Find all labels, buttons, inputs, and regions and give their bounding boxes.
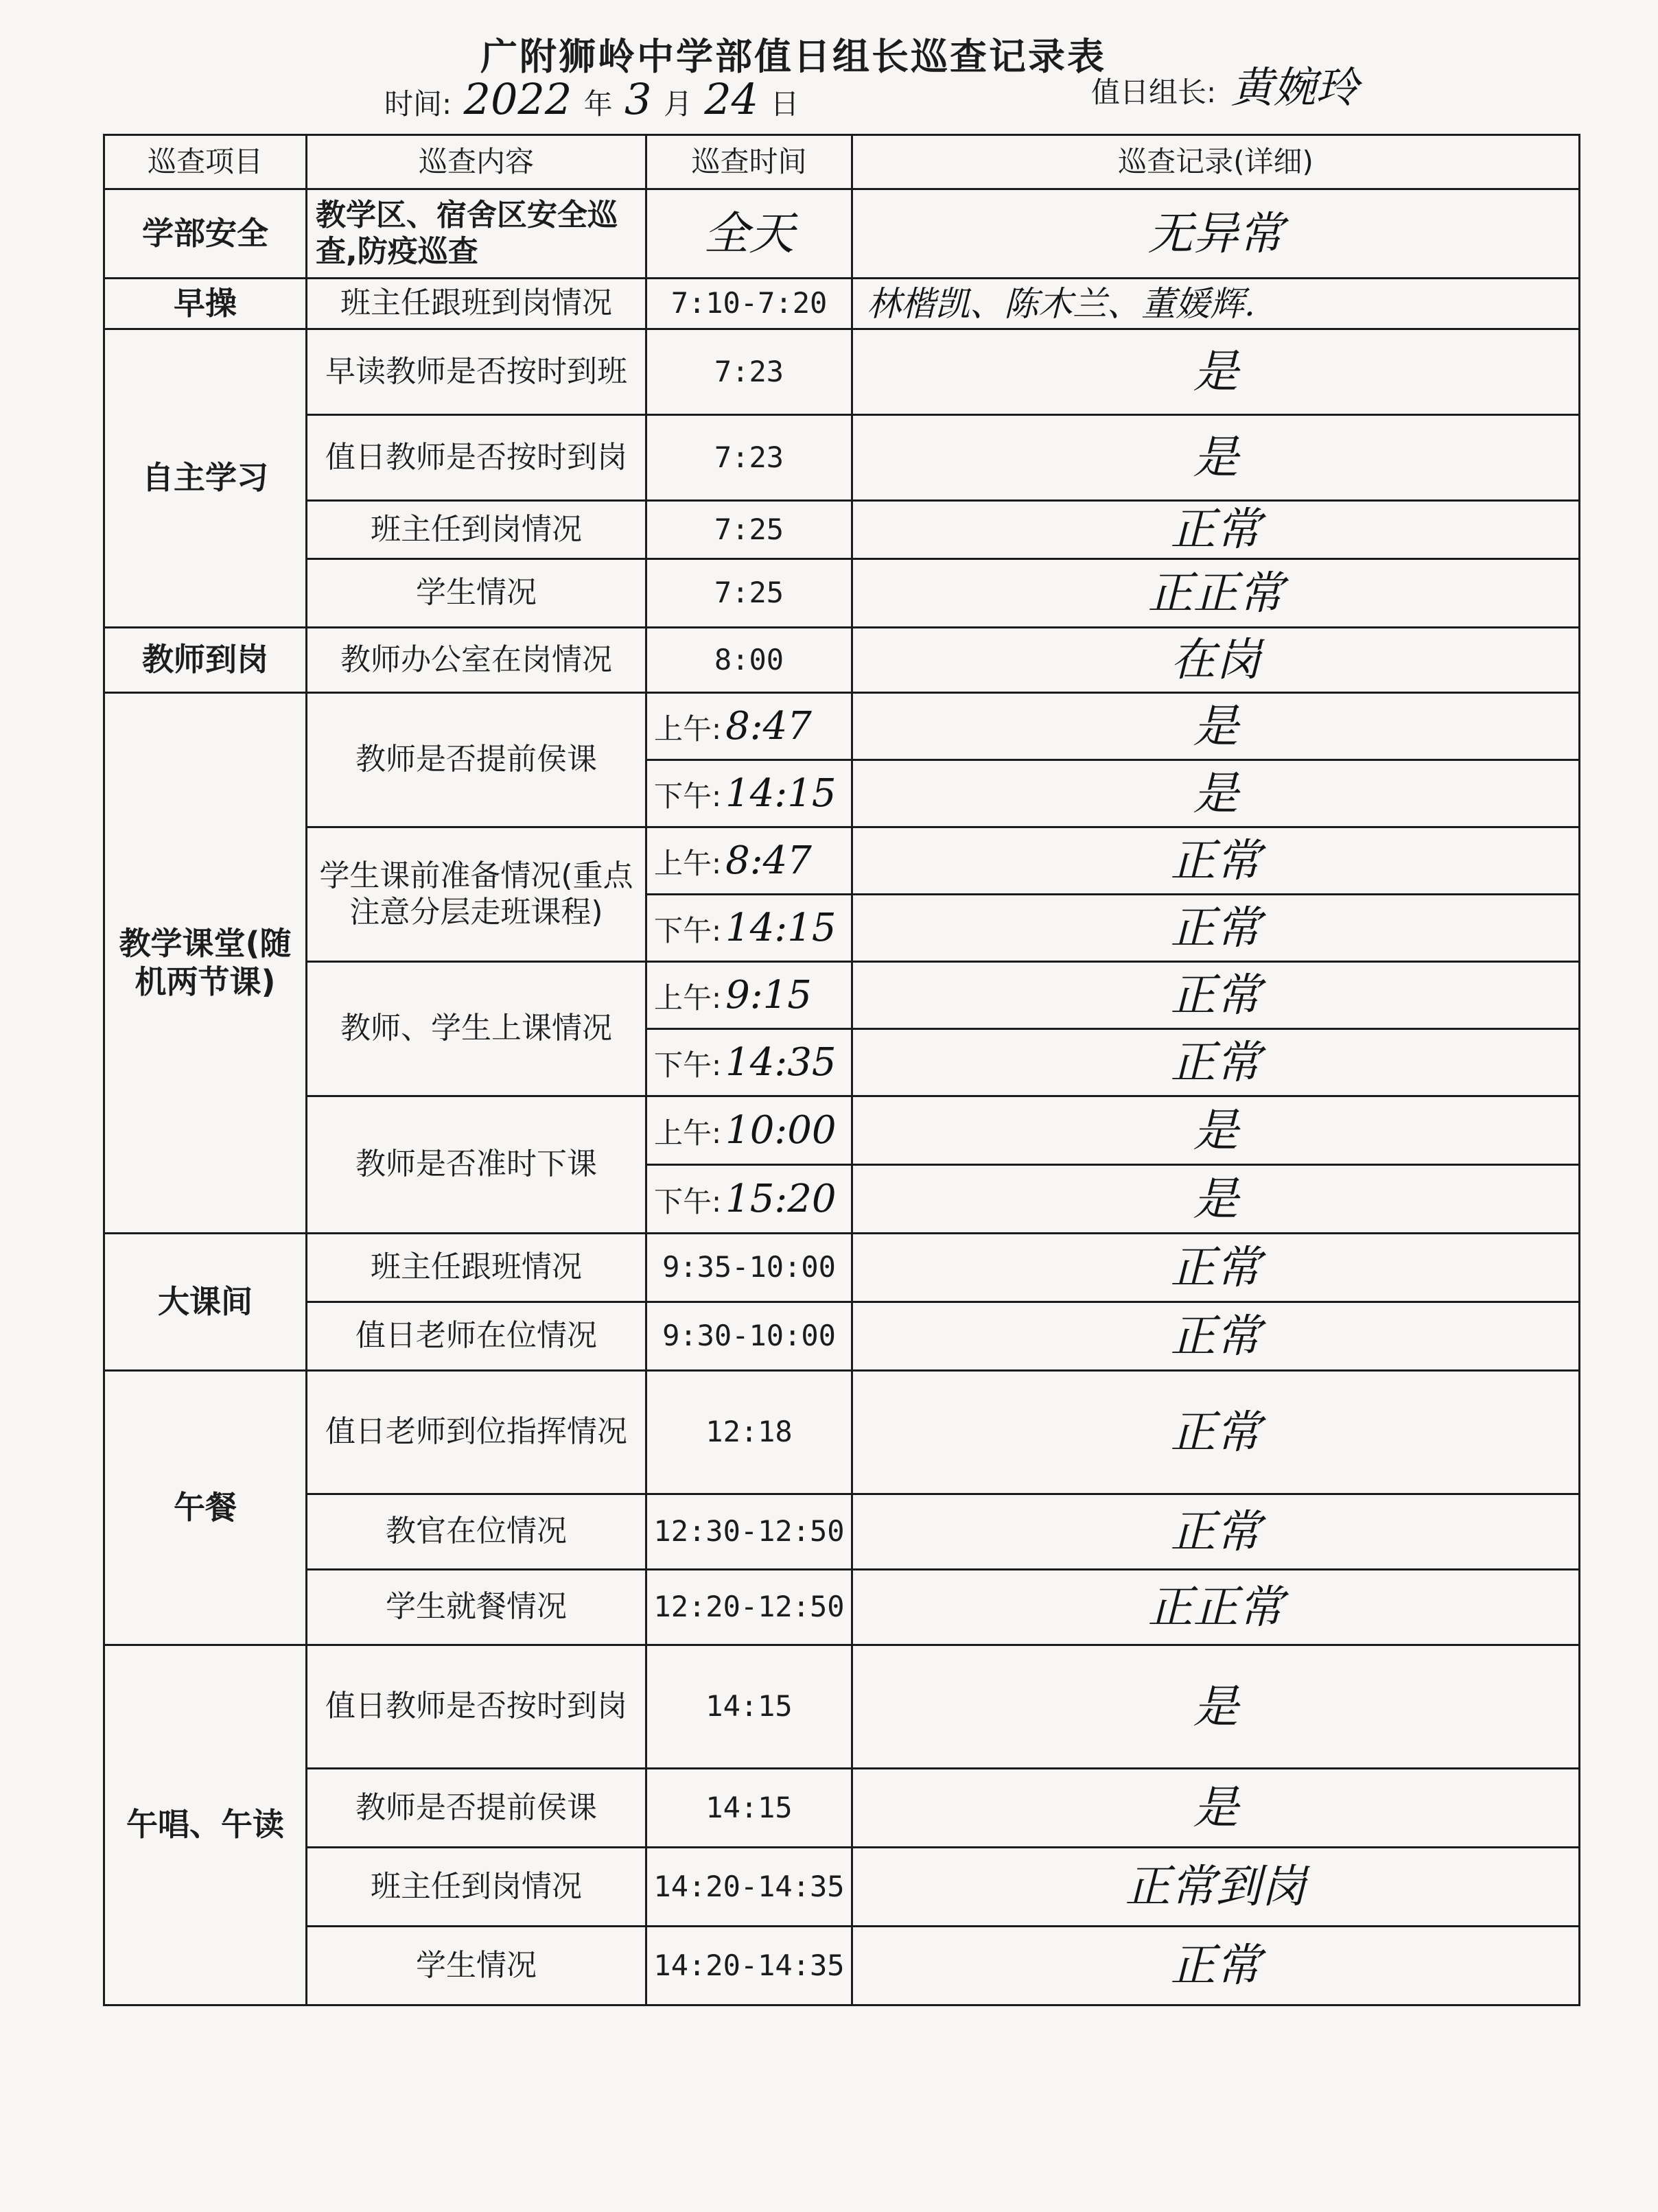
record-cell: 正常到岗 [852, 1848, 1580, 1927]
table-row [104, 1302, 1580, 1371]
table-row [104, 189, 1580, 279]
time-cell [646, 962, 852, 1029]
record-cell: 正常 [852, 501, 1580, 559]
table-row [104, 1769, 1580, 1848]
pm-time: 14:35 [725, 1039, 837, 1085]
category-cell: 午唱、午读 [104, 1645, 307, 2005]
content-cell: 教师是否提前侯课 [307, 1769, 646, 1848]
record-cell: 正常 [852, 1927, 1580, 2005]
category-cell: 自主学习 [104, 329, 307, 628]
date-month: 3 [624, 74, 652, 124]
table-row [104, 1927, 1580, 2005]
table-row [104, 1848, 1580, 1927]
time-cell: 14:20-14:35 [646, 1848, 852, 1927]
leader-label: 值日组长: [1091, 75, 1217, 109]
time-cell: 7:23 [646, 415, 852, 501]
category-cell: 教师到岗 [104, 628, 307, 693]
record-cell: 无异常 [852, 189, 1580, 279]
record-cell: 正正常 [852, 1570, 1580, 1645]
table-row [104, 1371, 1580, 1494]
content-cell: 教学区、宿舍区安全巡查,防疫巡查 [307, 189, 646, 279]
record-cell: 林楷凯、陈木兰、董媛辉. [852, 279, 1580, 329]
date-year: 2022 [463, 74, 572, 124]
table-row [104, 1096, 1580, 1165]
time-cell: 14:15 [646, 1769, 852, 1848]
day-suffix: 日 [770, 87, 799, 121]
time-cell [646, 895, 852, 962]
time-cell [646, 1165, 852, 1234]
content-cell: 值日老师在位情况 [307, 1302, 646, 1371]
header-row [104, 135, 1580, 189]
record-cell: 正常 [852, 1371, 1580, 1494]
leader-line [1091, 54, 1359, 115]
time-cell: 9:35-10:00 [646, 1234, 852, 1302]
content-cell: 学生情况 [307, 1927, 646, 2005]
table-row [104, 827, 1580, 895]
header-time: 巡查时间 [646, 135, 852, 189]
record-cell: 是 [852, 1165, 1580, 1234]
table-row [104, 962, 1580, 1029]
content-cell: 班主任到岗情况 [307, 1848, 646, 1927]
inspection-table-wrapper [103, 134, 1578, 2006]
table-row [104, 1645, 1580, 1769]
time-cell: 7:25 [646, 559, 852, 628]
time-cell: 14:15 [646, 1645, 852, 1769]
pm-label: 下午: [654, 779, 722, 813]
header-item: 巡查项目 [104, 135, 307, 189]
record-cell: 是 [852, 760, 1580, 827]
time-cell [646, 1029, 852, 1096]
content-cell: 学生课前准备情况(重点注意分层走班课程) [307, 827, 646, 962]
table-row [104, 415, 1580, 501]
table-row [104, 559, 1580, 628]
table-row [104, 501, 1580, 559]
time-cell [646, 693, 852, 760]
record-cell: 在岗 [852, 628, 1580, 693]
table-row [104, 1570, 1580, 1645]
record-cell: 正常 [852, 1029, 1580, 1096]
content-cell: 班主任跟班情况 [307, 1234, 646, 1302]
content-cell: 班主任跟班到岗情况 [307, 279, 646, 329]
time-cell: 7:25 [646, 501, 852, 559]
time-cell: 12:20-12:50 [646, 1570, 852, 1645]
record-cell: 正常 [852, 895, 1580, 962]
time-cell: 7:10-7:20 [646, 279, 852, 329]
record-cell: 正常 [852, 827, 1580, 895]
content-cell: 教师是否准时下课 [307, 1096, 646, 1234]
time-cell: 12:18 [646, 1371, 852, 1494]
content-cell: 教师是否提前侯课 [307, 693, 646, 827]
content-cell: 值日教师是否按时到岗 [307, 415, 646, 501]
pm-time: 15:20 [725, 1176, 837, 1221]
time-cell: 全天 [646, 189, 852, 279]
content-cell: 教官在位情况 [307, 1494, 646, 1570]
content-cell: 值日教师是否按时到岗 [307, 1645, 646, 1769]
am-label: 上午: [654, 1116, 722, 1150]
date-label: 时间: [384, 87, 452, 121]
time-cell [646, 1096, 852, 1165]
time-cell [646, 827, 852, 895]
content-cell: 值日老师到位指挥情况 [307, 1371, 646, 1494]
record-cell: 正常 [852, 962, 1580, 1029]
category-cell: 午餐 [104, 1371, 307, 1645]
record-cell: 是 [852, 1096, 1580, 1165]
pm-label: 下午: [654, 1048, 722, 1082]
record-cell: 正常 [852, 1494, 1580, 1570]
category-cell: 教学课堂(随机两节课) [104, 693, 307, 1234]
inspection-table [103, 134, 1580, 2006]
am-time: 8:47 [725, 838, 812, 883]
category-cell: 大课间 [104, 1234, 307, 1371]
category-cell: 早操 [104, 279, 307, 329]
year-suffix: 年 [583, 87, 613, 121]
table-row [104, 279, 1580, 329]
pm-time: 14:15 [725, 905, 837, 950]
am-time: 8:47 [725, 703, 812, 749]
record-cell: 是 [852, 415, 1580, 501]
am-label: 上午: [654, 846, 722, 880]
category-cell: 学部安全 [104, 189, 307, 279]
pm-label: 下午: [654, 1184, 722, 1219]
pm-time: 14:15 [725, 770, 837, 816]
record-cell: 是 [852, 329, 1580, 415]
am-label: 上午: [654, 980, 722, 1015]
table-row [104, 693, 1580, 760]
table-row [104, 628, 1580, 693]
time-cell: 12:30-12:50 [646, 1494, 852, 1570]
table-row [104, 1234, 1580, 1302]
pm-label: 下午: [654, 913, 722, 948]
record-cell: 是 [852, 1769, 1580, 1848]
time-cell: 14:20-14:35 [646, 1927, 852, 2005]
content-cell: 教师办公室在岗情况 [307, 628, 646, 693]
content-cell: 早读教师是否按时到班 [307, 329, 646, 415]
am-label: 上午: [654, 711, 722, 746]
month-suffix: 月 [663, 87, 692, 121]
time-cell: 8:00 [646, 628, 852, 693]
table-row [104, 329, 1580, 415]
leader-signature: 黄婉玲 [1230, 62, 1359, 113]
record-cell: 正常 [852, 1234, 1580, 1302]
content-cell: 学生就餐情况 [307, 1570, 646, 1645]
am-time: 9:15 [725, 972, 812, 1017]
record-cell: 是 [852, 1645, 1580, 1769]
content-cell: 教师、学生上课情况 [307, 962, 646, 1096]
date-day: 24 [704, 74, 759, 124]
time-cell [646, 760, 852, 827]
header-record: 巡查记录(详细) [852, 135, 1580, 189]
content-cell: 班主任到岗情况 [307, 501, 646, 559]
header-content: 巡查内容 [307, 135, 646, 189]
record-cell: 是 [852, 693, 1580, 760]
record-cell: 正正常 [852, 559, 1580, 628]
time-cell: 9:30-10:00 [646, 1302, 852, 1371]
am-time: 10:00 [725, 1107, 837, 1153]
date-line [384, 74, 799, 124]
content-cell: 学生情况 [307, 559, 646, 628]
time-cell: 7:23 [646, 329, 852, 415]
form-title: 广附狮岭中学部值日组长巡查记录表 [480, 35, 1106, 78]
record-cell: 正常 [852, 1302, 1580, 1371]
table-row [104, 1494, 1580, 1570]
